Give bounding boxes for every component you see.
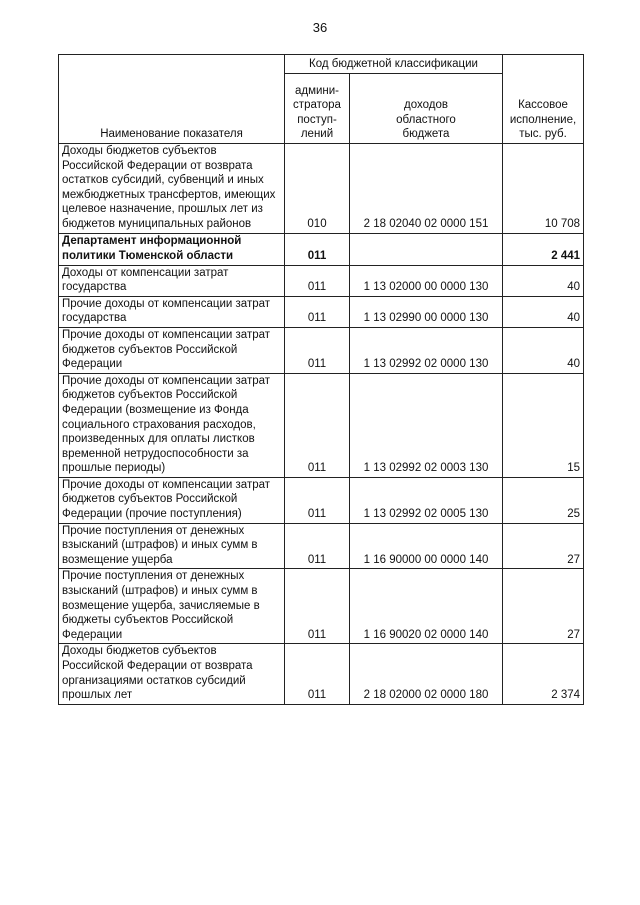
table-row (59, 265, 584, 296)
table-row (59, 523, 584, 569)
table-row (59, 477, 584, 523)
page-number: 36 (312, 20, 328, 35)
cell-cash-execution: 2 374 (503, 644, 584, 704)
cell-cash-execution: 2 441 (503, 233, 584, 265)
table-row (59, 569, 584, 644)
cell-income-code: 1 13 02000 00 0000 130 (350, 265, 503, 296)
cell-cash-execution: 25 (503, 477, 584, 523)
cell-indicator-name: Прочие доходы от компенсации затрат бюджетов субъектов Российской Федерации (прочие поступления) (59, 477, 285, 523)
header-indicator-name: Наименование показателя (59, 55, 285, 144)
cell-cash-execution: 27 (503, 523, 584, 569)
budget-revenue-table (58, 54, 584, 705)
table-row (59, 233, 584, 265)
cell-indicator-name: Прочие доходы от компенсации затрат бюджетов субъектов Российской Федерации (59, 327, 285, 373)
cell-administrator-code: 011 (285, 373, 350, 477)
cell-administrator-code: 011 (285, 644, 350, 704)
cell-income-code: 2 18 02000 02 0000 180 (350, 644, 503, 704)
cell-administrator-code: 011 (285, 233, 350, 265)
cell-cash-execution: 10 708 (503, 144, 584, 234)
cell-income-code: 1 13 02992 02 0003 130 (350, 373, 503, 477)
header-regional-income-text: доходов областного бюджета (396, 99, 456, 141)
cell-income-code: 1 13 02990 00 0000 130 (350, 296, 503, 327)
cell-income-code: 1 13 02992 02 0005 130 (350, 477, 503, 523)
cell-cash-execution: 40 (503, 265, 584, 296)
header-cash-execution-text: Кассовое исполнение, тыс. руб. (509, 99, 577, 141)
cell-cash-execution: 27 (503, 569, 584, 644)
cell-income-code: 1 13 02992 02 0000 130 (350, 327, 503, 373)
cell-administrator-code: 011 (285, 569, 350, 644)
cell-administrator-code: 011 (285, 523, 350, 569)
cell-administrator-code: 011 (285, 327, 350, 373)
cell-indicator-name: Доходы от компенсации затрат государства (59, 265, 285, 296)
cell-administrator-code: 010 (285, 144, 350, 234)
table-row (59, 144, 584, 234)
cell-administrator-code: 011 (285, 296, 350, 327)
cell-income-code (350, 233, 503, 265)
cell-indicator-name: Департамент информационной политики Тюменской области (59, 233, 285, 265)
cell-administrator-code: 011 (285, 265, 350, 296)
cell-income-code: 1 16 90020 02 0000 140 (350, 569, 503, 644)
table-row (59, 373, 584, 477)
cell-income-code: 1 16 90000 00 0000 140 (350, 523, 503, 569)
header-classification-code: Код бюджетной классификации (285, 55, 503, 74)
cell-indicator-name: Прочие поступления от денежных взысканий (штрафов) и иных сумм в возмещение ущерба, зачисляемые в бюджеты субъектов Российской Федерации (59, 569, 285, 644)
cell-income-code: 2 18 02040 02 0000 151 (350, 144, 503, 234)
cell-cash-execution: 40 (503, 296, 584, 327)
table-row (59, 644, 584, 704)
cell-indicator-name: Прочие доходы от компенсации затрат государства (59, 296, 285, 327)
cell-cash-execution: 15 (503, 373, 584, 477)
cell-indicator-name: Прочие доходы от компенсации затрат бюджетов субъектов Российской Федерации (возмещение из Фонда социального страхования расходов, произведенных для оплаты листков временной нетрудоспособности за прошлые периоды) (59, 373, 285, 477)
header-administrator (285, 74, 350, 144)
header-cash-execution (503, 55, 584, 144)
header-regional-income (350, 74, 503, 144)
cell-indicator-name: Доходы бюджетов субъектов Российской Федерации от возврата остатков субсидий, субвенций и иных межбюджетных трансфертов, имеющих целевое назначение, прошлых лет из бюджетов муниципальных районов (59, 144, 285, 234)
cell-cash-execution: 40 (503, 327, 584, 373)
table-row (59, 296, 584, 327)
cell-indicator-name: Доходы бюджетов субъектов Российской Федерации от возврата организациями остатков субсидий прошлых лет (59, 644, 285, 704)
header-administrator-text: админи- стратора поступ- лений (293, 84, 341, 141)
cell-indicator-name: Прочие поступления от денежных взысканий (штрафов) и иных сумм в возмещение ущерба (59, 523, 285, 569)
cell-administrator-code: 011 (285, 477, 350, 523)
table-row (59, 327, 584, 373)
